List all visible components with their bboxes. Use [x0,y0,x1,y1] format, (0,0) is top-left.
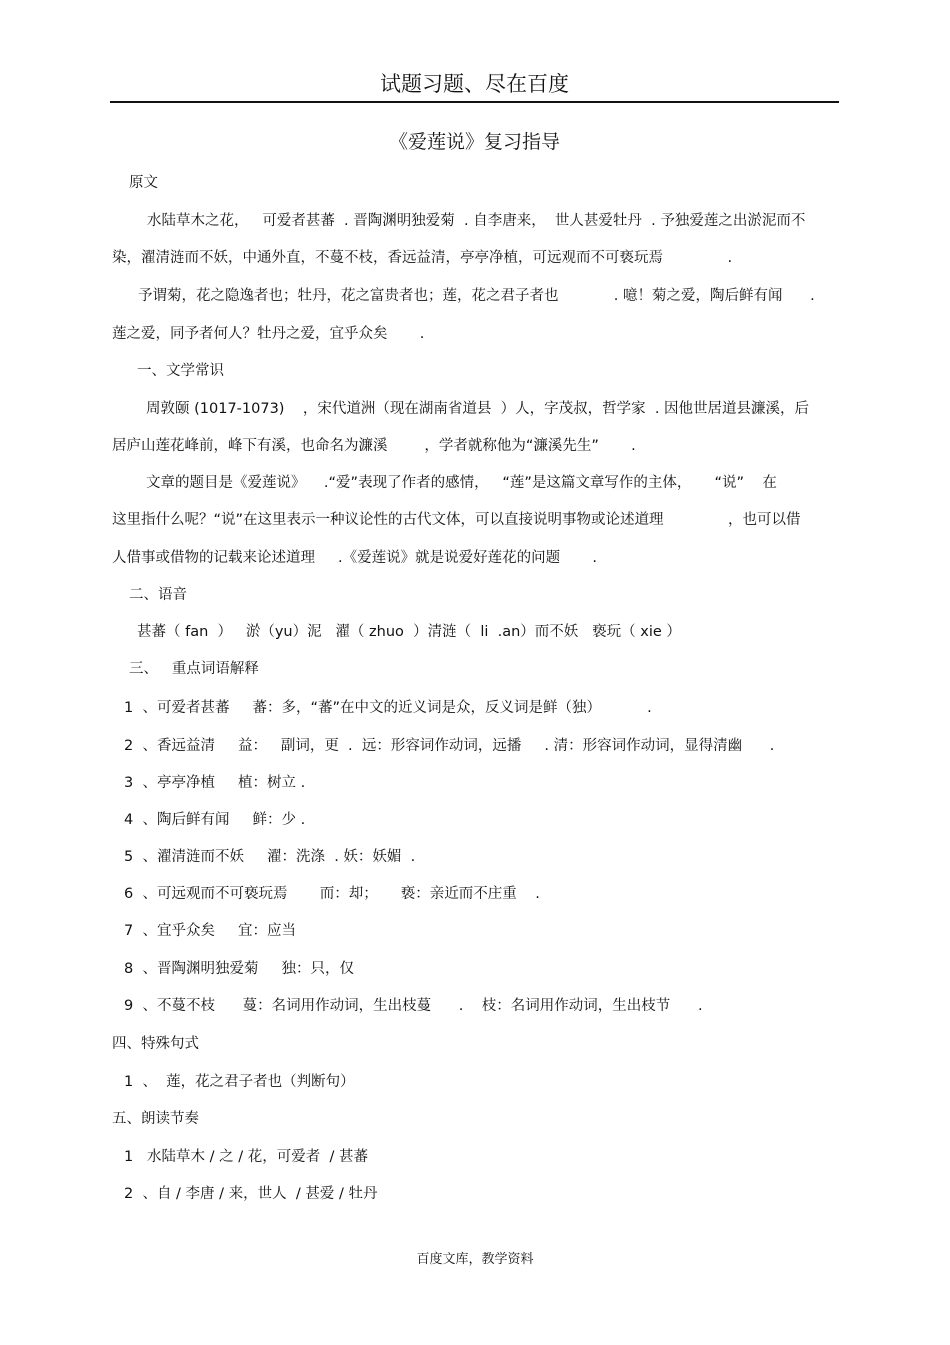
section-heading-original: 原文 [129,175,158,191]
vocab-item: 2 、香远益清 益： 副词，更 . 远：形容词作动词，远播 . 清：形容词作动词，显得清幽 . [124,738,775,754]
vocab-item: 8 、晋陶渊明独爱菊 独：只，仅 [124,961,354,977]
page-footer: 百度文库，教学资料 [416,1252,534,1267]
section-heading-pronunciation: 二、语音 [129,587,187,603]
paragraph-line: 人借事或借物的记载来论述道理 .《爱莲说》就是说爱好莲花的问题 . [112,550,598,566]
original-line: 予谓菊，花之隐逸者也；牡丹，花之富贵者也；莲，花之君子者也 . 噫！菊之爱，陶后鲜有闻 . [138,288,815,304]
section-heading-literature: 一、文学常识 [137,363,224,379]
original-line: 染，濯清涟而不妖，中通外直，不蔓不枝，香远益清，亭亭净植，可远观而不可亵玩焉 . [112,250,733,266]
original-line: 水陆草木之花， 可爱者甚蕃 . 晋陶渊明独爱菊 . 自李唐来， 世人甚爱牡丹 . 予独爱莲之出淤泥而不 [147,213,806,229]
vocab-item: 1 、可爱者甚蕃 蕃：多，“蕃”在中文的近义词是众，反义词是鲜（独） . [124,700,652,716]
pattern-item: 1 、 莲，花之君子者也（判断句） [124,1074,355,1090]
vocab-item: 9 、不蔓不枝 蔓：名词用作动词，生出枝蔓 . 枝：名词用作动词，生出枝节 . [124,998,703,1014]
section-heading-reading-rhythm: 五、朗读节奏 [112,1111,199,1127]
pronunciation-line: 甚蕃（ fan ） 淤（yu）泥 濯（ zhuo ）清涟（ li .an）而不妖 亵玩（ xie ） [137,624,681,640]
vocab-item: 6 、可远观而不可亵玩焉 而：却； 亵：亲近而不庄重 . [124,886,540,902]
vocab-item: 7 、宜乎众矣 宜：应当 [124,923,296,939]
vocab-item: 5 、濯清涟而不妖 濯：洗涤 . 妖：妖媚 . [124,849,416,865]
section-heading-sentence-patterns: 四、特殊句式 [112,1036,199,1052]
header-divider [110,101,839,103]
original-line: 莲之爱，同予者何人？牡丹之爱，宜乎众矣 . [112,326,425,342]
vocab-item: 3 、亭亭净植 植：树立 . [124,775,306,791]
document-title: 《爱莲说》复习指导 [388,131,560,153]
rhythm-item: 1 水陆草木 / 之 / 花，可爱者 / 甚蕃 [124,1149,368,1165]
vocab-item: 4 、陶后鲜有闻 鲜：少 . [124,812,306,828]
paragraph-line: 周敦颐 (1017-1073) ，宋代道洲（现在湖南省道县 ）人，字茂叔，哲学家 . 因他世居道县濂溪，后 [146,401,810,417]
paragraph-line: 文章的题目是《爱莲说》 .“爱”表现了作者的感情， “莲”是这篇文章写作的主体， “说” 在 [146,475,777,491]
paragraph-line: 居庐山莲花峰前，峰下有溪，也命名为濂溪 ，学者就称他为“濂溪先生” . [112,438,636,454]
rhythm-item: 2 、自 / 李唐 / 来，世人 / 甚爱 / 牡丹 [124,1186,378,1202]
page-header-title: 试题习题、尽在百度 [380,72,569,96]
section-heading-vocabulary: 三、 重点词语解释 [129,661,259,677]
paragraph-line: 这里指什么呢？“说”在这里表示一种议论性的古代文体，可以直接说明事物或论述道理 ，也可以借 [112,512,801,528]
